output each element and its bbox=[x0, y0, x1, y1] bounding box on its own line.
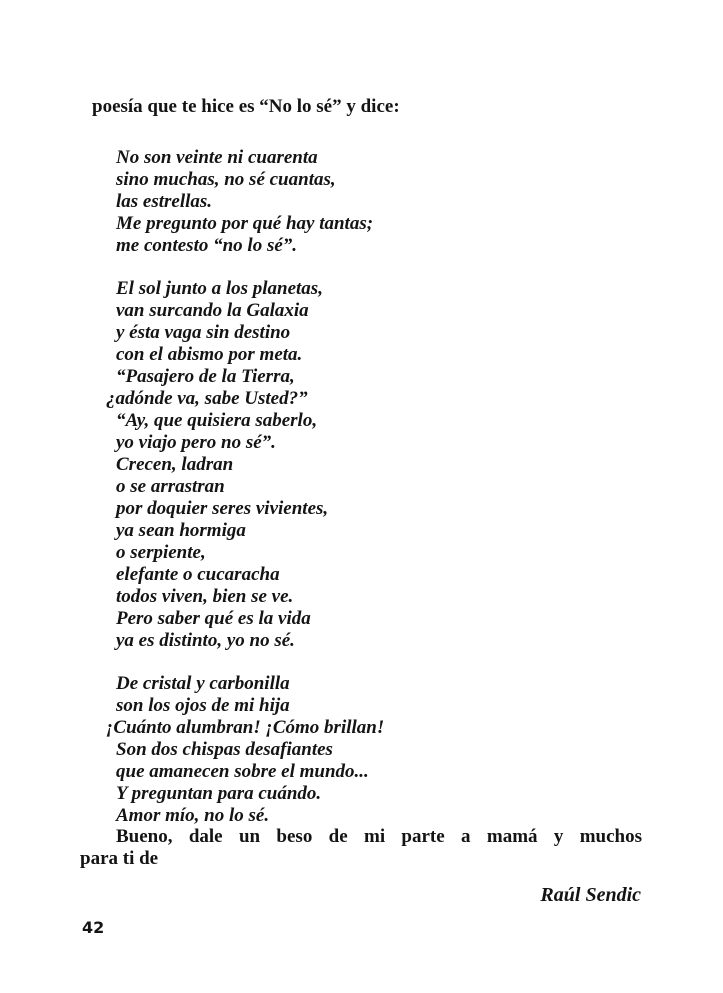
poem-line: sino muchas, no sé cuantas, bbox=[116, 169, 336, 190]
poem-line: son los ojos de mi hija bbox=[116, 695, 290, 716]
poem-line: Amor mío, no lo sé. bbox=[116, 805, 270, 826]
poem-line: El sol junto a los planetas, bbox=[116, 278, 323, 299]
poem-line: por doquier seres vivientes, bbox=[116, 498, 329, 519]
poem-line: o se arrastran bbox=[116, 476, 225, 497]
poem-line: “Pasajero de la Tierra, bbox=[116, 366, 295, 387]
intro-line: poesía que te hice es “No lo sé” y dice: bbox=[92, 96, 400, 117]
poem-line: elefante o cucaracha bbox=[116, 564, 280, 585]
closing-line-1: Bueno, dale un beso de mi parte a mamá y muchos bbox=[116, 826, 642, 847]
page-number: 42 bbox=[82, 918, 105, 937]
poem-line: yo viajo pero no sé”. bbox=[116, 432, 276, 453]
poem-line: que amanecen sobre el mundo... bbox=[116, 761, 369, 782]
poem-line: ya sean hormiga bbox=[116, 520, 246, 541]
poem-line: todos viven, bien se ve. bbox=[116, 586, 294, 607]
poem-line: ¿adónde va, sabe Usted?” bbox=[106, 388, 308, 409]
poem-line: Y preguntan para cuándo. bbox=[116, 783, 322, 804]
closing-line-2: para ti de bbox=[80, 848, 159, 869]
poem-line: De cristal y carbonilla bbox=[116, 673, 290, 694]
poem-line: y ésta vaga sin destino bbox=[116, 322, 291, 343]
poem-line: Me pregunto por qué hay tantas; bbox=[116, 213, 374, 234]
signature: Raúl Sendic bbox=[540, 884, 641, 906]
poem-line: Crecen, ladran bbox=[116, 454, 234, 475]
poem-line: “Ay, que quisiera saberlo, bbox=[116, 410, 318, 431]
poem-line: No son veinte ni cuarenta bbox=[116, 147, 318, 168]
poem-line: me contesto “no lo sé”. bbox=[116, 235, 298, 256]
poem-line: Son dos chispas desafiantes bbox=[116, 739, 333, 760]
poem-line: o serpiente, bbox=[116, 542, 206, 563]
poem-line: van surcando la Galaxia bbox=[116, 300, 309, 321]
poem-line: Pero saber qué es la vida bbox=[116, 608, 311, 629]
poem-line: con el abismo por meta. bbox=[116, 344, 303, 365]
poem-line: las estrellas. bbox=[116, 191, 213, 212]
poem-line: ¡Cuánto alumbran! ¡Cómo brillan! bbox=[106, 717, 385, 738]
poem-line: ya es distinto, yo no sé. bbox=[116, 630, 295, 651]
